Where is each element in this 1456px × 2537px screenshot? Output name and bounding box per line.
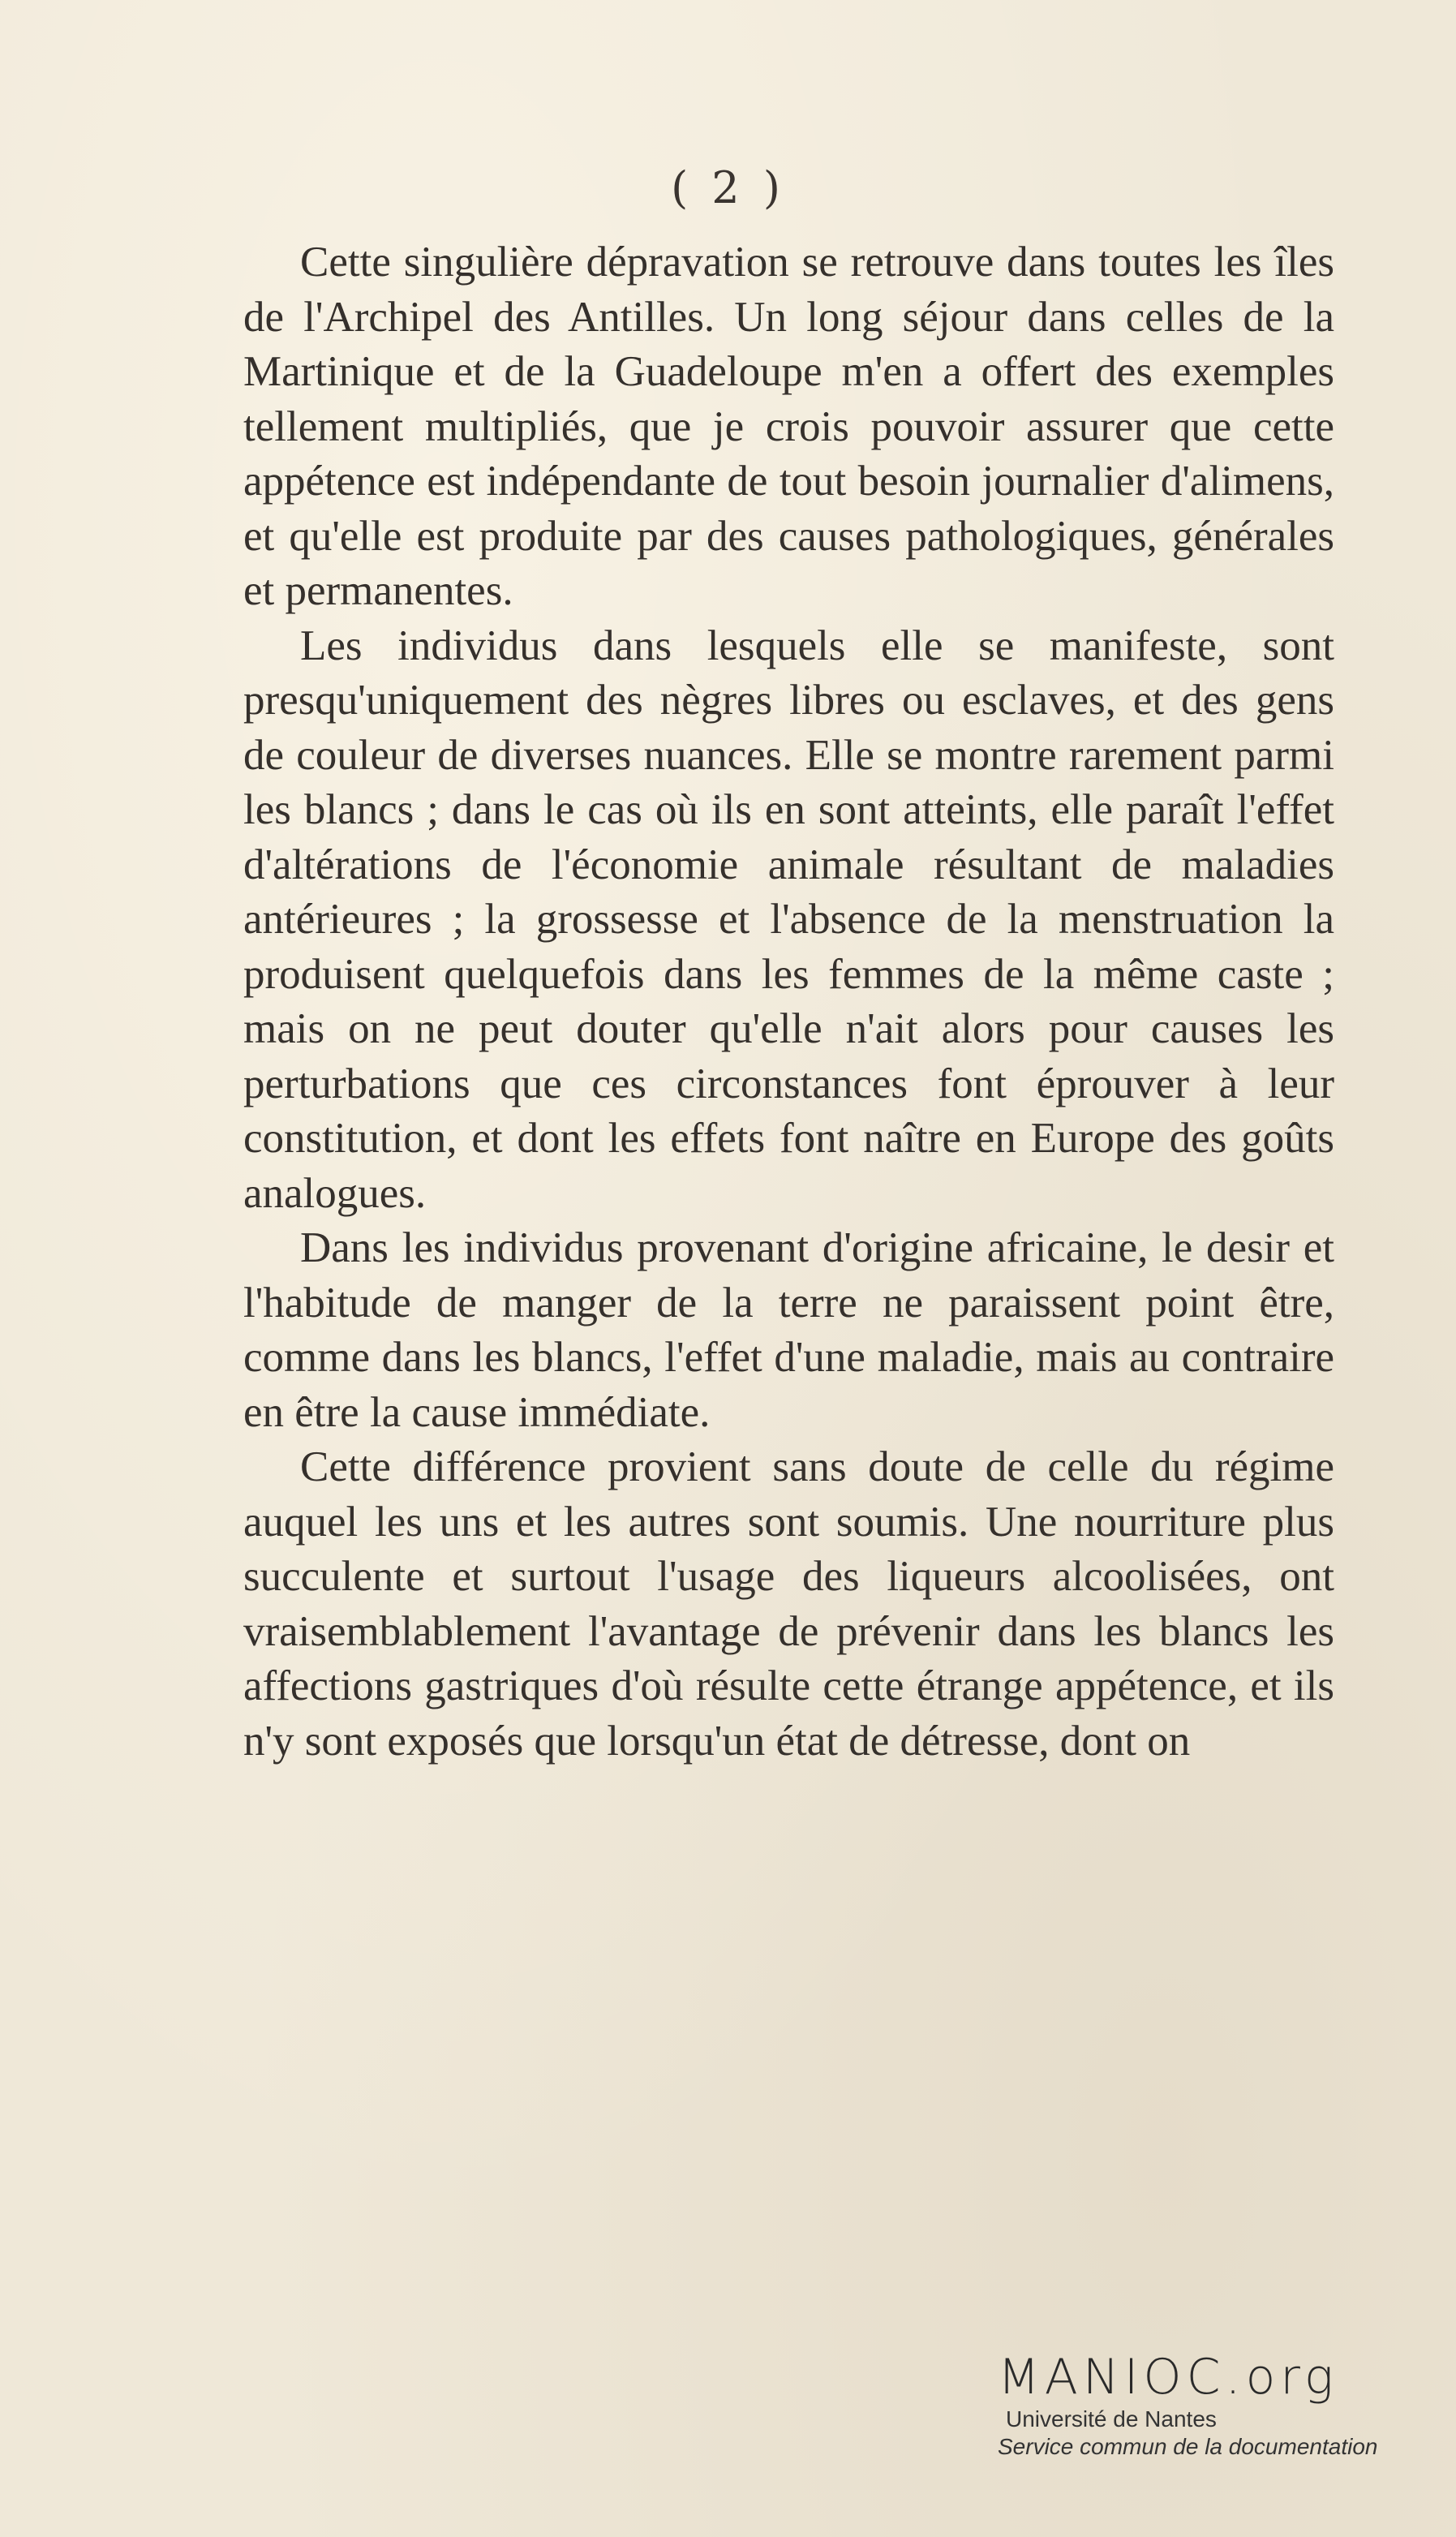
manioc-watermark	[998, 2349, 1436, 2461]
watermark-institution: Université de Nantes	[1006, 2406, 1217, 2432]
paragraph: Dans les individus provenant d'origine africaine, le desir et l'habitude de manger de la terre ne paraissent point être, comme dans les blancs, l'effet d'une maladie, mais au contraire en être la cause immédiate.	[243, 1224, 1334, 1436]
paragraph: Les individus dans lesquels elle se manifeste, sont presqu'uniquement des nègres libres ou esclaves, et des gens de couleur de diverses nuances. Elle se montre rarement parmi les blancs ; dans le cas où ils en sont atteints, elle paraît l'effet d'altérations de l'économie animale résultant de maladies antérieures ; la grossesse et l'absence de la menstruation la produisent quelquefois dans les femmes de la même caste ; mais on ne peut douter qu'elle n'ait alors pour causes les perturbations que ces circonstances font éprouver à leur constitution, et dont les effets font naître en Europe des goûts analogues.	[243, 621, 1334, 1217]
paragraph: Cette singulière dépravation se retrouve dans toutes les îles de l'Archipel des Antilles. Un long séjour dans celles de la Martinique et de la Guadeloupe m'en a offert des exemples tellement multipliés, que je crois pouvoir assurer que cette appétence est indépendante de tout besoin journalier d'alimens, et qu'elle est produite par des causes pathologiques, générales et permanentes.	[243, 239, 1334, 614]
watermark-service: Service commun de la documentation	[998, 2434, 1378, 2459]
page-number: ( 2 )	[671, 162, 785, 213]
manioc-logo: MANIOC.org	[998, 2349, 1338, 2406]
body-text	[243, 235, 1334, 1769]
paragraph: Cette différence provient sans doute de celle du régime auquel les uns et les autres sont soumis. Une nourriture plus succulente et surtout l'usage des liqueurs alcoolisées, ont vraisemblablement l'avantage de prévenir dans les blancs les affections gastriques d'où résulte cette étrange appétence, et ils n'y sont exposés que lorsqu'un état de détresse, dont on	[243, 1443, 1334, 1765]
